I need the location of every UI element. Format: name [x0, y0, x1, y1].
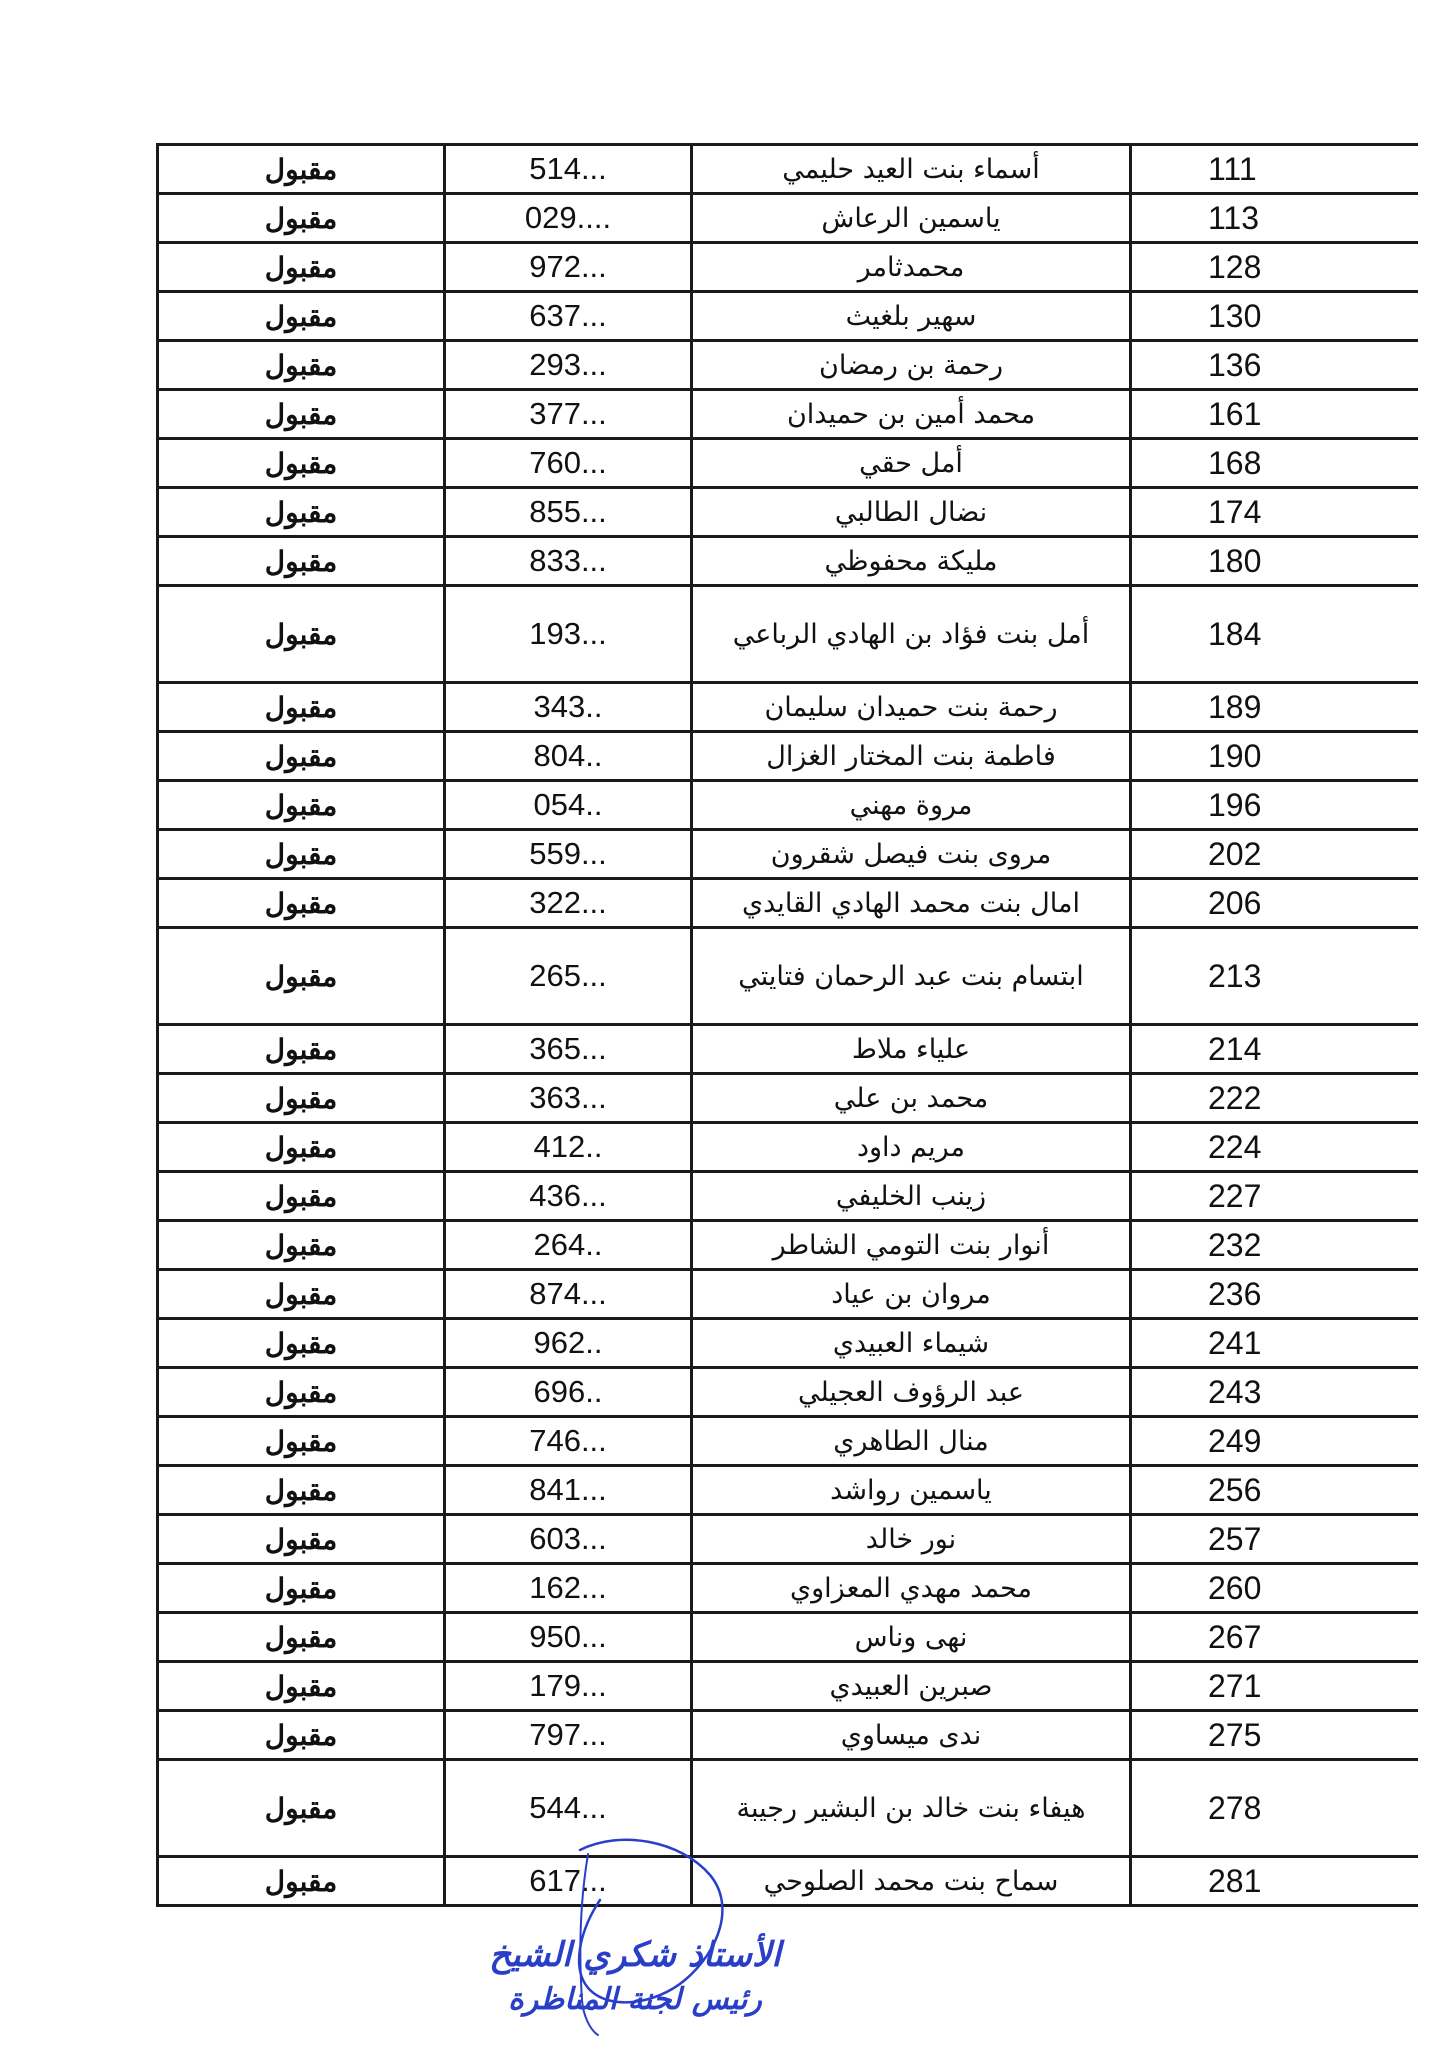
status-cell: مقبول: [158, 1368, 445, 1417]
id-cell: 162...: [445, 1564, 692, 1613]
name-cell: نور خالد: [692, 1515, 1131, 1564]
number-cell: 249: [1131, 1417, 1419, 1466]
id-cell: 365...: [445, 1025, 692, 1074]
table-row: [158, 537, 1419, 586]
table-row: [158, 1319, 1419, 1368]
id-cell: 617...: [445, 1857, 692, 1906]
table-body: [158, 145, 1419, 1906]
status-cell: مقبول: [158, 732, 445, 781]
number-cell: 184: [1131, 586, 1419, 683]
status-cell: مقبول: [158, 1564, 445, 1613]
table-row: [158, 1417, 1419, 1466]
number-cell: 241: [1131, 1319, 1419, 1368]
name-cell: مريم داود: [692, 1123, 1131, 1172]
number-cell: 275: [1131, 1711, 1419, 1760]
name-cell: أمل بنت فؤاد بن الهادي الرباعي: [692, 586, 1131, 683]
status-cell: مقبول: [158, 1613, 445, 1662]
table-row: [158, 1515, 1419, 1564]
name-cell: مروى بنت فيصل شقرون: [692, 830, 1131, 879]
name-cell: فاطمة بنت المختار الغزال: [692, 732, 1131, 781]
number-cell: 161: [1131, 390, 1419, 439]
signature-name: الأستاذ شكري الشيخ: [489, 1935, 781, 1975]
name-cell: محمد مهدي المعزاوي: [692, 1564, 1131, 1613]
name-cell: نهى وناس: [692, 1613, 1131, 1662]
id-cell: 855...: [445, 488, 692, 537]
name-cell: نضال الطالبي: [692, 488, 1131, 537]
status-cell: مقبول: [158, 928, 445, 1025]
number-cell: 111: [1131, 145, 1419, 194]
id-cell: 436...: [445, 1172, 692, 1221]
id-cell: 363...: [445, 1074, 692, 1123]
status-cell: مقبول: [158, 879, 445, 928]
table-row: [158, 830, 1419, 879]
table-row: [158, 292, 1419, 341]
table-row: [158, 194, 1419, 243]
table-row: [158, 243, 1419, 292]
number-cell: 271: [1131, 1662, 1419, 1711]
table-row: [158, 1564, 1419, 1613]
status-cell: مقبول: [158, 1662, 445, 1711]
table-row: [158, 145, 1419, 194]
id-cell: 637...: [445, 292, 692, 341]
status-cell: مقبول: [158, 194, 445, 243]
name-cell: شيماء العبيدي: [692, 1319, 1131, 1368]
name-cell: مليكة محفوظي: [692, 537, 1131, 586]
number-cell: 236: [1131, 1270, 1419, 1319]
id-cell: 377...: [445, 390, 692, 439]
table-row: [158, 1613, 1419, 1662]
status-cell: مقبول: [158, 1270, 445, 1319]
name-cell: محمدثامر: [692, 243, 1131, 292]
number-cell: 222: [1131, 1074, 1419, 1123]
name-cell: صبرين العبيدي: [692, 1662, 1131, 1711]
table-row: [158, 1662, 1419, 1711]
table-row: [158, 1172, 1419, 1221]
number-cell: 267: [1131, 1613, 1419, 1662]
table-row: [158, 488, 1419, 537]
status-cell: مقبول: [158, 1760, 445, 1857]
status-cell: مقبول: [158, 341, 445, 390]
id-cell: 760...: [445, 439, 692, 488]
number-cell: 278: [1131, 1760, 1419, 1857]
id-cell: 962..: [445, 1319, 692, 1368]
number-cell: 224: [1131, 1123, 1419, 1172]
id-cell: 874...: [445, 1270, 692, 1319]
id-cell: 950...: [445, 1613, 692, 1662]
number-cell: 196: [1131, 781, 1419, 830]
name-cell: أنوار بنت التومي الشاطر: [692, 1221, 1131, 1270]
id-cell: 412..: [445, 1123, 692, 1172]
name-cell: ياسمين الرعاش: [692, 194, 1131, 243]
number-cell: 260: [1131, 1564, 1419, 1613]
name-cell: أسماء بنت العيد حليمي: [692, 145, 1131, 194]
name-cell: هيفاء بنت خالد بن البشير رجيبة: [692, 1760, 1131, 1857]
id-cell: 972...: [445, 243, 692, 292]
name-cell: أمل حقي: [692, 439, 1131, 488]
id-cell: 696..: [445, 1368, 692, 1417]
number-cell: 214: [1131, 1025, 1419, 1074]
status-cell: مقبول: [158, 537, 445, 586]
status-cell: مقبول: [158, 1515, 445, 1564]
status-cell: مقبول: [158, 390, 445, 439]
id-cell: 264..: [445, 1221, 692, 1270]
name-cell: محمد أمين بن حميدان: [692, 390, 1131, 439]
table-row: [158, 928, 1419, 1025]
status-cell: مقبول: [158, 586, 445, 683]
number-cell: 113: [1131, 194, 1419, 243]
number-cell: 190: [1131, 732, 1419, 781]
status-cell: مقبول: [158, 830, 445, 879]
table-row: [158, 1270, 1419, 1319]
name-cell: امال بنت محمد الهادي القايدي: [692, 879, 1131, 928]
table-row: [158, 1123, 1419, 1172]
status-cell: مقبول: [158, 1221, 445, 1270]
status-cell: مقبول: [158, 1074, 445, 1123]
name-cell: علياء ملاط: [692, 1025, 1131, 1074]
number-cell: 227: [1131, 1172, 1419, 1221]
signature-title: رئيس لجنة المناظرة: [508, 1982, 762, 2017]
status-cell: مقبول: [158, 1025, 445, 1074]
name-cell: سماح بنت محمد الصلوحي: [692, 1857, 1131, 1906]
number-cell: 130: [1131, 292, 1419, 341]
name-cell: ندى ميساوي: [692, 1711, 1131, 1760]
status-cell: مقبول: [158, 781, 445, 830]
table-row: [158, 1221, 1419, 1270]
number-cell: 243: [1131, 1368, 1419, 1417]
status-cell: مقبول: [158, 145, 445, 194]
table-row: [158, 341, 1419, 390]
status-cell: مقبول: [158, 1466, 445, 1515]
status-cell: مقبول: [158, 439, 445, 488]
results-table: [156, 143, 1418, 1907]
id-cell: 833...: [445, 537, 692, 586]
number-cell: 168: [1131, 439, 1419, 488]
status-cell: مقبول: [158, 683, 445, 732]
status-cell: مقبول: [158, 488, 445, 537]
id-cell: 193...: [445, 586, 692, 683]
number-cell: 136: [1131, 341, 1419, 390]
table-row: [158, 1368, 1419, 1417]
table-row: [158, 879, 1419, 928]
table-row: [158, 1025, 1419, 1074]
name-cell: منال الطاهري: [692, 1417, 1131, 1466]
table-row: [158, 732, 1419, 781]
name-cell: رحمة بنت حميدان سليمان: [692, 683, 1131, 732]
id-cell: 265...: [445, 928, 692, 1025]
id-cell: 804..: [445, 732, 692, 781]
id-cell: 179...: [445, 1662, 692, 1711]
status-cell: مقبول: [158, 1123, 445, 1172]
id-cell: 797...: [445, 1711, 692, 1760]
table-row: [158, 439, 1419, 488]
id-cell: 746...: [445, 1417, 692, 1466]
id-cell: 029....: [445, 194, 692, 243]
table-row: [158, 1711, 1419, 1760]
number-cell: 256: [1131, 1466, 1419, 1515]
id-cell: 841...: [445, 1466, 692, 1515]
number-cell: 232: [1131, 1221, 1419, 1270]
number-cell: 206: [1131, 879, 1419, 928]
table-row: [158, 781, 1419, 830]
table-row: [158, 683, 1419, 732]
id-cell: 559...: [445, 830, 692, 879]
signature-stamp: [470, 1830, 800, 2040]
status-cell: مقبول: [158, 292, 445, 341]
number-cell: 202: [1131, 830, 1419, 879]
name-cell: عبد الرؤوف العجيلي: [692, 1368, 1131, 1417]
table-row: [158, 1074, 1419, 1123]
table-row: [158, 586, 1419, 683]
status-cell: مقبول: [158, 1172, 445, 1221]
number-cell: 128: [1131, 243, 1419, 292]
status-cell: مقبول: [158, 1417, 445, 1466]
status-cell: مقبول: [158, 1711, 445, 1760]
id-cell: 544...: [445, 1760, 692, 1857]
number-cell: 281: [1131, 1857, 1419, 1906]
status-cell: مقبول: [158, 1857, 445, 1906]
number-cell: 180: [1131, 537, 1419, 586]
name-cell: محمد بن علي: [692, 1074, 1131, 1123]
number-cell: 257: [1131, 1515, 1419, 1564]
id-cell: 343..: [445, 683, 692, 732]
id-cell: 603...: [445, 1515, 692, 1564]
name-cell: مروة مهني: [692, 781, 1131, 830]
name-cell: رحمة بن رمضان: [692, 341, 1131, 390]
id-cell: 514...: [445, 145, 692, 194]
name-cell: ابتسام بنت عبد الرحمان فتايتي: [692, 928, 1131, 1025]
name-cell: زينب الخليفي: [692, 1172, 1131, 1221]
name-cell: مروان بن عياد: [692, 1270, 1131, 1319]
table-row: [158, 1466, 1419, 1515]
number-cell: 213: [1131, 928, 1419, 1025]
id-cell: 054..: [445, 781, 692, 830]
table-row: [158, 390, 1419, 439]
status-cell: مقبول: [158, 243, 445, 292]
number-cell: 189: [1131, 683, 1419, 732]
name-cell: ياسمين رواشد: [692, 1466, 1131, 1515]
name-cell: سهير بلغيث: [692, 292, 1131, 341]
id-cell: 293...: [445, 341, 692, 390]
number-cell: 174: [1131, 488, 1419, 537]
id-cell: 322...: [445, 879, 692, 928]
status-cell: مقبول: [158, 1319, 445, 1368]
